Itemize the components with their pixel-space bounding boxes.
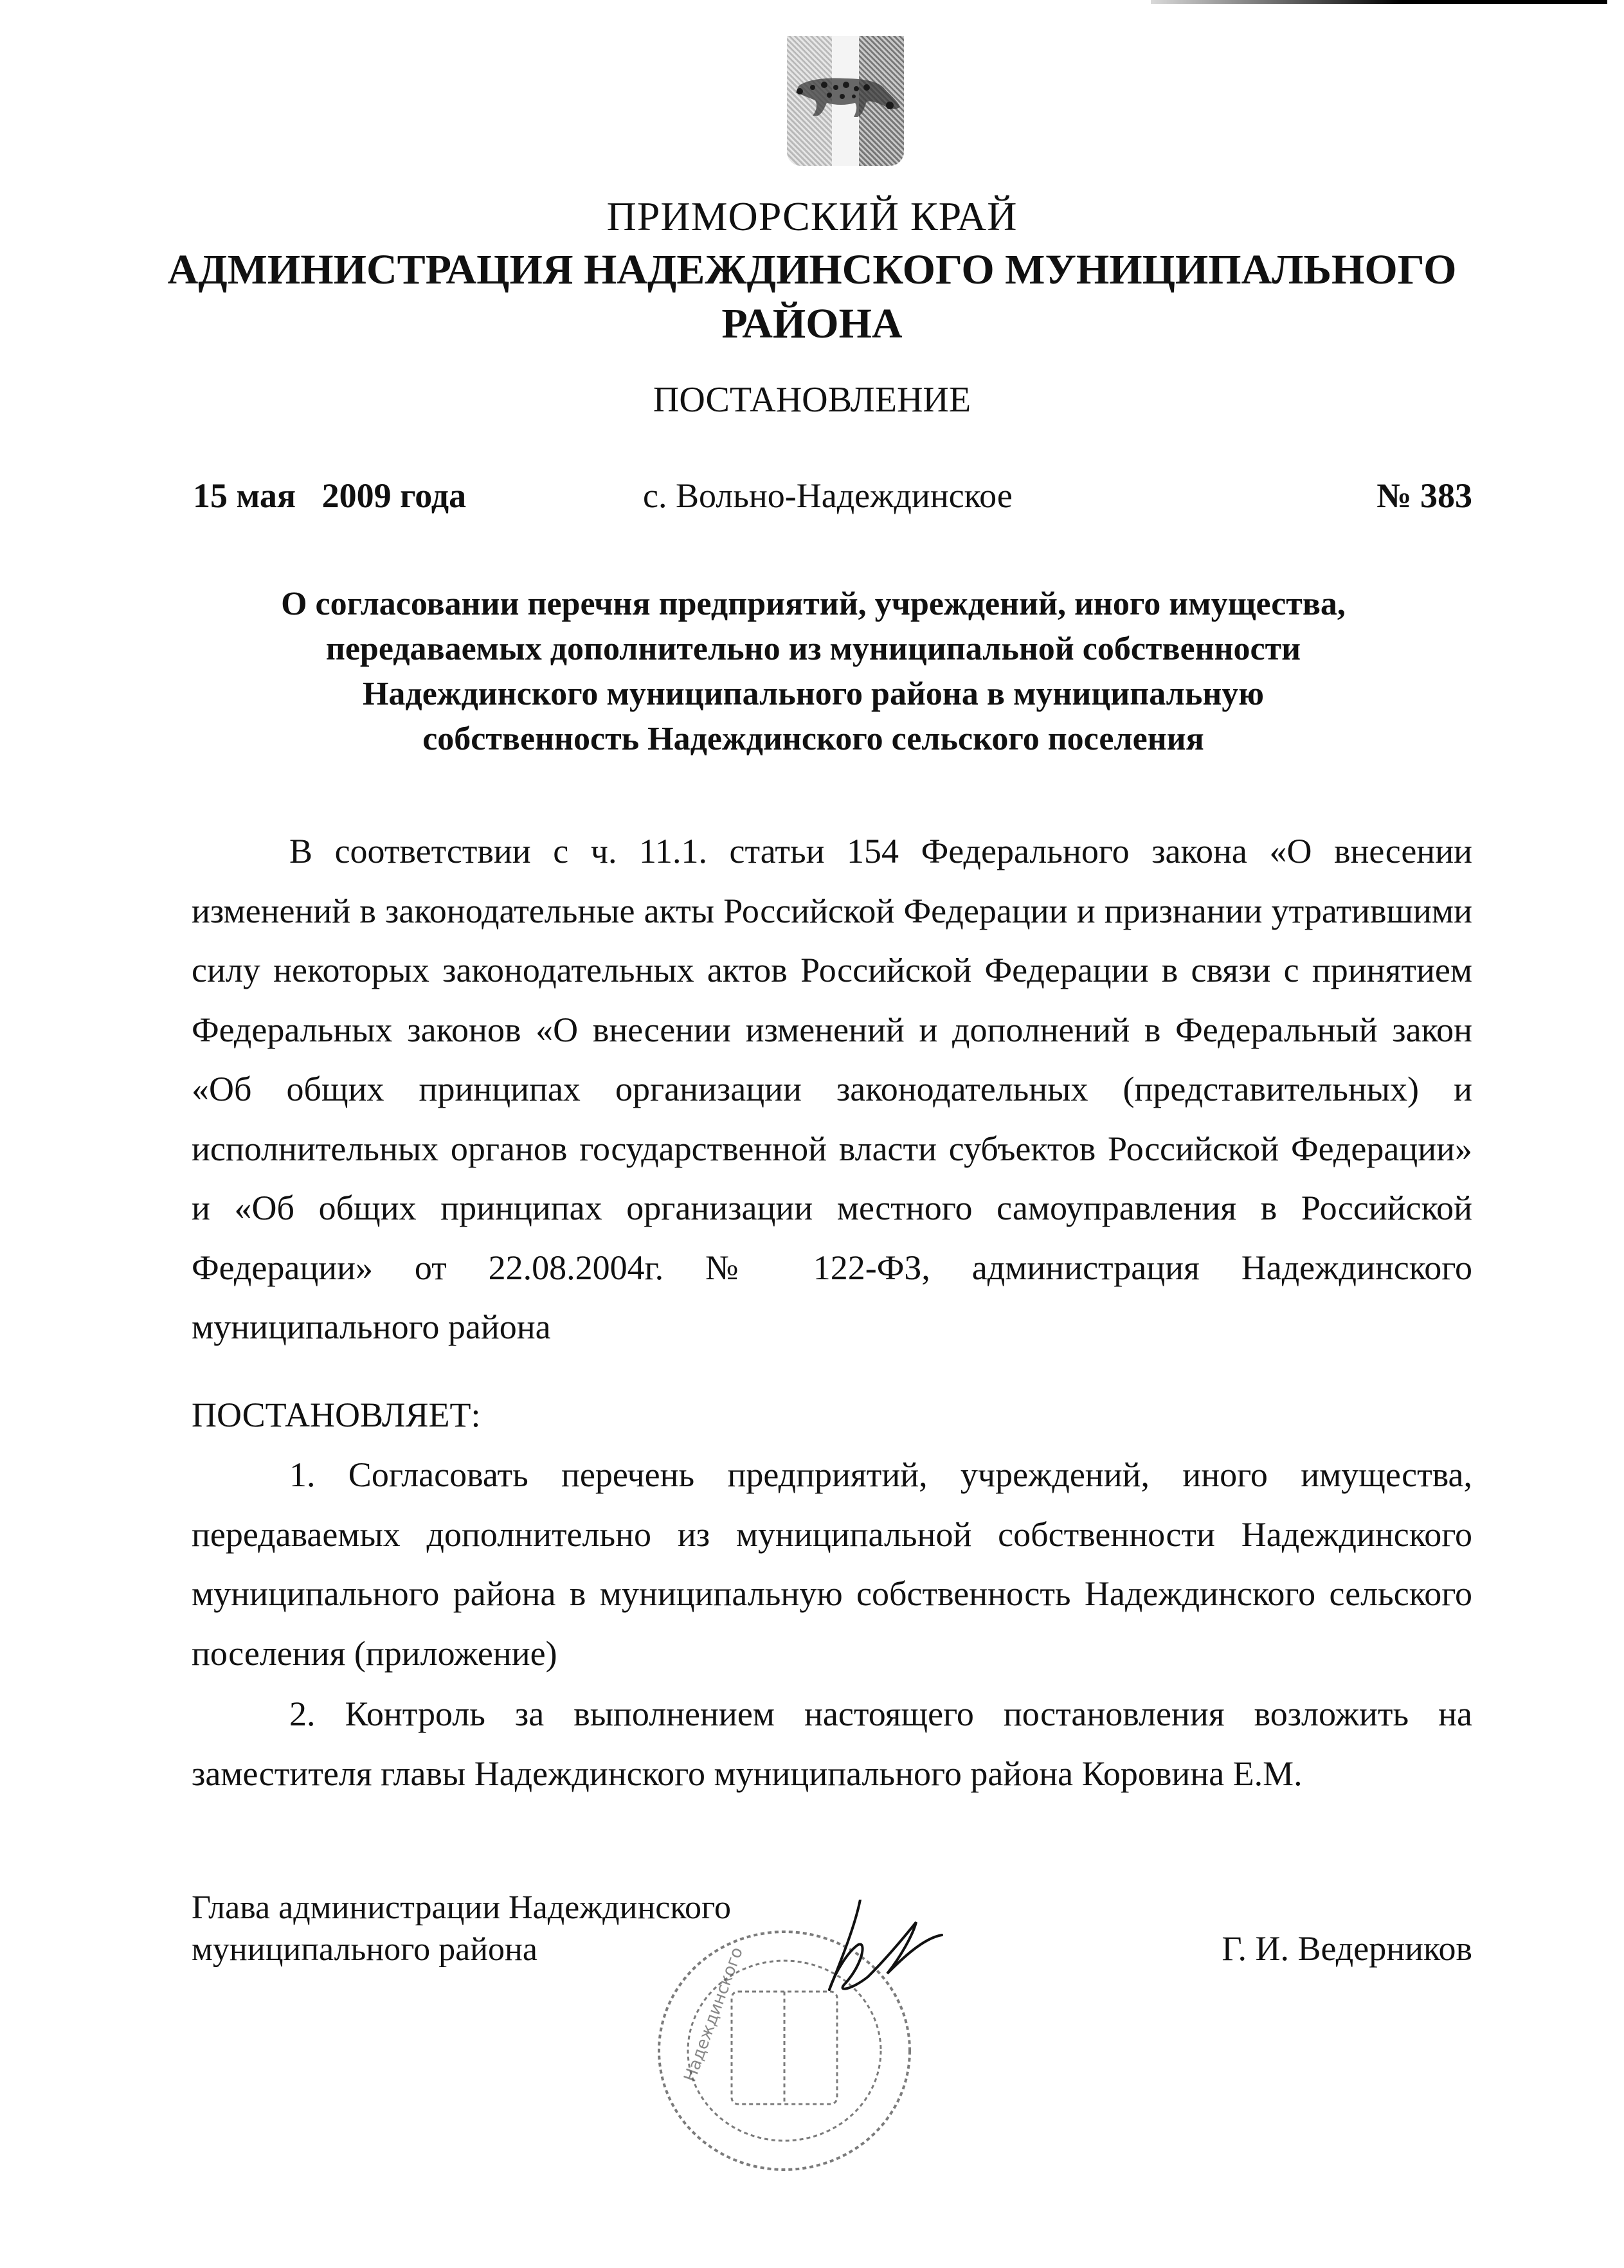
handwritten-signature-icon xyxy=(791,1900,945,2009)
svg-text:Надеждинского: Надеждинского xyxy=(680,1945,747,2085)
coat-of-arms-icon xyxy=(787,36,904,166)
document-type: ПОСТАНОВЛЕНИЕ xyxy=(653,380,971,420)
document-meta-row xyxy=(193,476,1472,521)
administration-title-line: РАЙОНА xyxy=(721,300,903,347)
scan-edge-line xyxy=(1151,0,1607,4)
signatory-position-line: муниципального района xyxy=(192,1931,537,1968)
preamble-paragraph: В соответствии с ч. 11.1. статьи 154 Федерального закона «О внесении изменений в законодательные акты Российской Федерации и признании утратившими силу некоторых законодательных актов Российской Федерации в связи с принятием Федеральных законов «О внесении изменений и дополнений в Федеральный закон «Об общих принципах организации законодательных (представительных) и исполнительных органов государственной власти субъектов Российской Федерации» и «Об общих принципах организации местного самоуправления в Российской Федерации» от 22.08.2004г. № 122-ФЗ, администрация Надеждинского муниципального района xyxy=(192,832,1472,1346)
administration-title-line: АДМИНИСТРАЦИЯ НАДЕЖДИНСКОГО МУНИЦИПАЛЬНОГО xyxy=(167,246,1457,293)
signatory-position-line: Глава администрации Надеждинского xyxy=(192,1889,732,1926)
document-date: 15 мая 2009 года xyxy=(193,476,467,515)
decree-item-1: 1. Согласовать перечень предприятий, учреждений, иного имущества, передаваемых дополнительно из муниципальной собственности Надеждинского муниципального района в муниципальную собственность Надеждинского сельского поселения (приложение) xyxy=(192,1455,1472,1673)
subject-line: передаваемых дополнительно из муниципальной собственности xyxy=(325,631,1301,667)
subject-line: О согласовании перечня предприятий, учреждений, иного имущества, xyxy=(281,586,1346,622)
subject-line: Надеждинского муниципального района в муниципальную xyxy=(362,676,1265,712)
document-number: № 383 xyxy=(1376,476,1472,515)
subject-line: собственность Надеждинского сельского поселения xyxy=(422,721,1204,757)
signatory-name: Г. И. Ведерников xyxy=(1222,1929,1472,1968)
decree-heading: ПОСТАНОВЛЯЕТ: xyxy=(192,1396,481,1434)
document-subject xyxy=(225,582,1402,762)
administration-title xyxy=(0,243,1624,351)
signatory-position xyxy=(192,1887,731,1970)
document-place: с. Вольно-Надеждинское xyxy=(643,476,1013,515)
region-title: ПРИМОРСКИЙ КРАЙ xyxy=(606,194,1018,239)
decree-item-2: 2. Контроль за выполнением настоящего постановления возложить на заместителя главы Надеждинского муниципального района Коровина Е.М. xyxy=(192,1695,1472,1793)
